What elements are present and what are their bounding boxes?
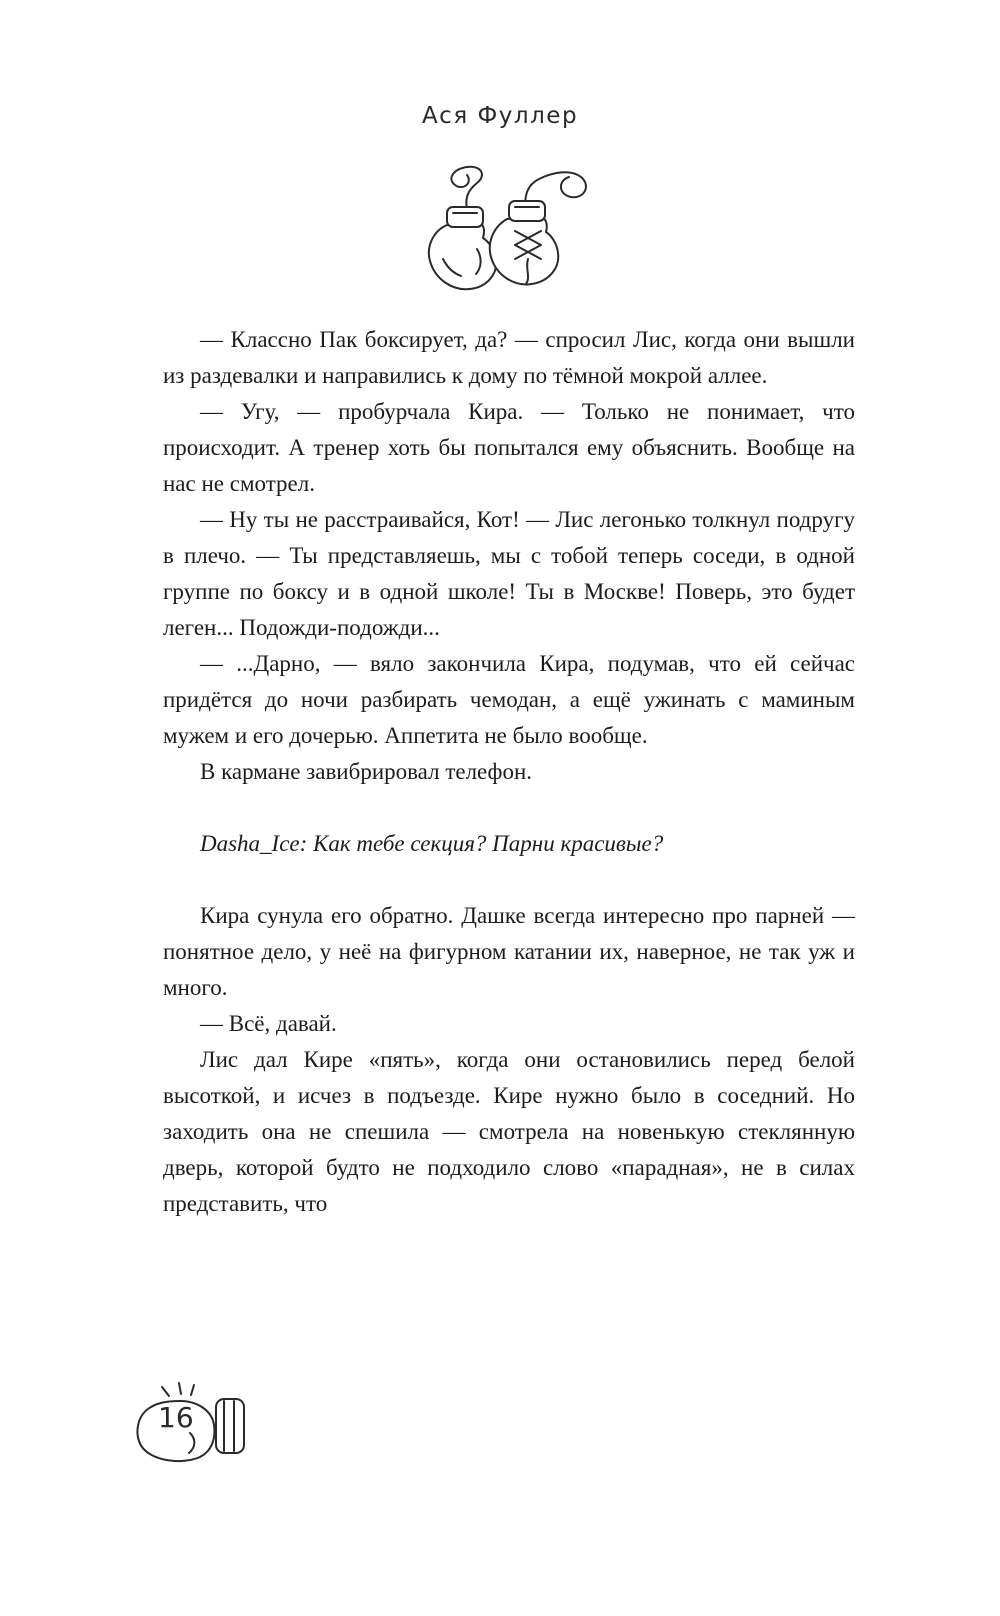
boxing-glove-icon [132, 1375, 272, 1473]
paragraph: В кармане завибрировал телефон. [200, 759, 533, 784]
paragraph: — Всё, давай. [200, 1011, 337, 1036]
chat-message: Dasha_Ice: Как тебе секция? Парни красивые? [200, 831, 664, 856]
paragraph: Лис дал Кире «пять», когда они остановились перед белой высоткой, и исчез в подъезде. Кире нужно было в соседний. Но заходить она не спешила — смотрела на новенькую стеклянную дверь, которой будто не подходило слово «парадная», не в силах представить, что [163, 1047, 855, 1216]
page-number: 16 [158, 1401, 194, 1434]
paragraph: — Ну ты не расстраивайся, Кот! — Лис легонько толкнул подругу в плечо. — Ты представляешь, мы с тобой теперь соседи, в одной группе по боксу и в одной школе! Ты в Москве! Поверь, это будет леген... Подожди-подожди... [163, 507, 855, 640]
body-text [163, 322, 855, 1222]
page-footer [132, 1375, 282, 1475]
boxing-gloves-illustration [395, 155, 605, 318]
paragraph: — ...Дарно, — вяло закончила Кира, подумав, что ей сейчас придётся до ночи разбирать чемодан, а ещё ужинать с маминым мужем и его дочерью. Аппетита не было вообще. [163, 651, 855, 748]
boxing-gloves-pair-icon [395, 155, 605, 313]
paragraph: — Угу, — пробурчала Кира. — Только не понимает, что происходит. А тренер хоть бы попытался ему объяснить. Вообще на нас не смотрел. [163, 399, 855, 496]
paragraph: — Классно Пак боксирует, да? — спросил Лис, когда они вышли из раздевалки и направились к дому по тёмной мокрой аллее. [163, 327, 855, 388]
author-name: Ася Фуллер [421, 103, 579, 129]
paragraph: Кира сунула его обратно. Дашке всегда интересно про парней — понятное дело, у неё на фигурном катании их, наверное, не так уж и много. [163, 903, 855, 1000]
